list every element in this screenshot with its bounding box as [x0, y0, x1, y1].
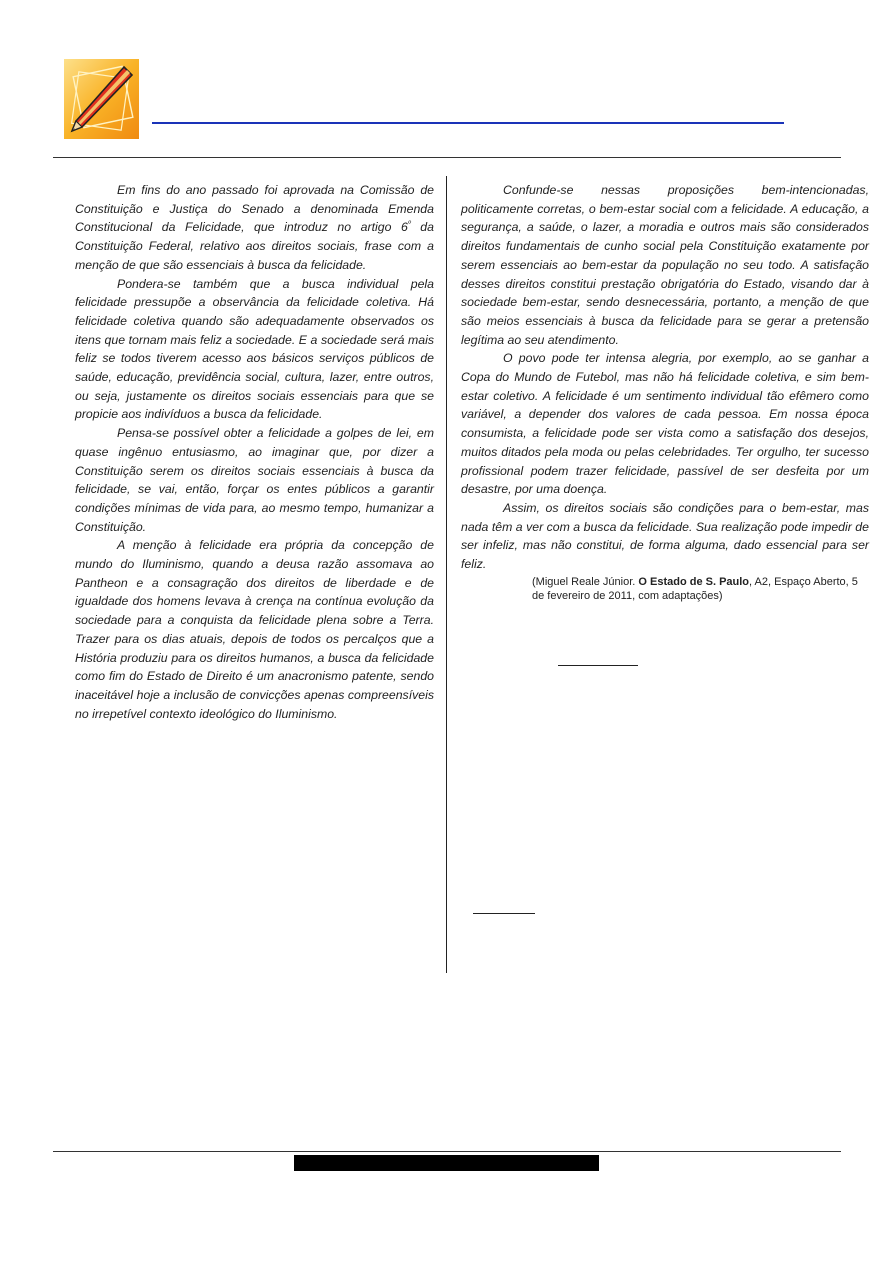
paragraph: Em fins do ano passado foi aprovada na Comissão de Constituição e Justiça do Senado a denominada Emenda Constitucional da Felicidade, que introduz no artigo $6^º$ da Constituição Federal, relativo aos direitos sociais, frase com a menção de que são essenciais à busca da felicidade.: [75, 183, 434, 272]
paragraph: O povo pode ter intensa alegria, por exemplo, ao se ganhar a Copa do Mundo de Futebol, mas não há felicidade coletiva, e sim bem-estar coletivo. A felicidade é um sentimento individual tão efêmero como variável, a depender dos valores de cada pessoa. Em nossa época consumista, a felicidade pode ser vista como a satisfação dos desejos, muitos ditados pela moda ou pelas celebridades. Ter orgulho, ter sucesso profissional podem trazer felicidade, passível de ser desfeita por um desastre, por uma doença.: [461, 351, 869, 497]
logo: [64, 59, 139, 139]
column-divider: [446, 176, 447, 973]
citation: (Miguel Reale Júnior. O Estado de S. Paulo, A2, Espaço Aberto, 5 de fevereiro de 2011, com adaptações): [532, 575, 858, 603]
answer-blank-line: [473, 913, 535, 914]
paragraph: A menção à felicidade era própria da concepção de mundo do Iluminismo, quando a deusa razão assomava ao Pantheon e a consagração dos direitos de liberdade e de igualdade dos homens levava à crença na contínua evolução da sociedade para a conquista da felicidade plena sobre a Terra. Trazer para os dias atuais, depois de todos os percalços que a História produziu para os direitos humanos, a busca da felicidade como fim do Estado de Direito é um anacronismo patente, sendo inaceitável hoje a inclusão de convicções apenas compreensíveis no irrepetível contexto ideológico do Iluminismo.: [75, 538, 434, 721]
footer-rule: [53, 1151, 841, 1152]
paragraph: Assim, os direitos sociais são condições para o bem-estar, mas nada têm a ver com a busca da felicidade. Sua realização pode impedir de ser infeliz, mas não constitui, de forma alguma, dado essencial para ser feliz.: [461, 500, 869, 572]
pencil-icon: [64, 59, 139, 139]
paragraph: Pondera-se também que a busca individual pela felicidade pressupõe a observância da felicidade coletiva. Há felicidade coletiva quando são adequadamente observados os itens que tornam mais feliz a sociedade. E a sociedade será mais feliz se todos tiverem acesso aos básicos serviços públicos de saúde, educação, previdência social, cultura, lazer, entre outros, ou seja, justamente os direitos sociais essenciais para que se propicie aos indivíduos a busca da felicidade.: [75, 276, 434, 422]
paragraph: Confunde-se nessas proposições bem-intencionadas, politicamente corretas, o bem-estar social com a felicidade. A educação, a segurança, a saúde, o lazer, a moradia e outros mais são considerados direitos fundamentais de cunho social pela Constituição exatamente por serem essenciais ao bem-estar da população no seu todo. A satisfação desses direitos constitui prestação obrigatória do Estado, visando dar à sociedade bem-estar, sendo desnecessária, portanto, a menção de que são meios essenciais à busca da felicidade para se gerar a pretensão legítima ao seu atendimento.: [461, 183, 869, 347]
header-rule: [53, 157, 841, 158]
footer-bar: [294, 1155, 599, 1171]
header-blue-line: [152, 122, 784, 124]
paragraph: Pensa-se possível obter a felicidade a golpes de lei, em quase ingênuo entusiasmo, ao imaginar que, por dizer a Constituição serem os direitos sociais essenciais à busca da felicidade, se vai, então, forçar os entes públicos a garantir condições mínimas de vida para, ao mesmo tempo, humanizar a Constituição.: [75, 426, 434, 534]
left-column: [75, 181, 434, 723]
answer-blank-line: [558, 665, 638, 666]
right-column: [461, 181, 869, 604]
